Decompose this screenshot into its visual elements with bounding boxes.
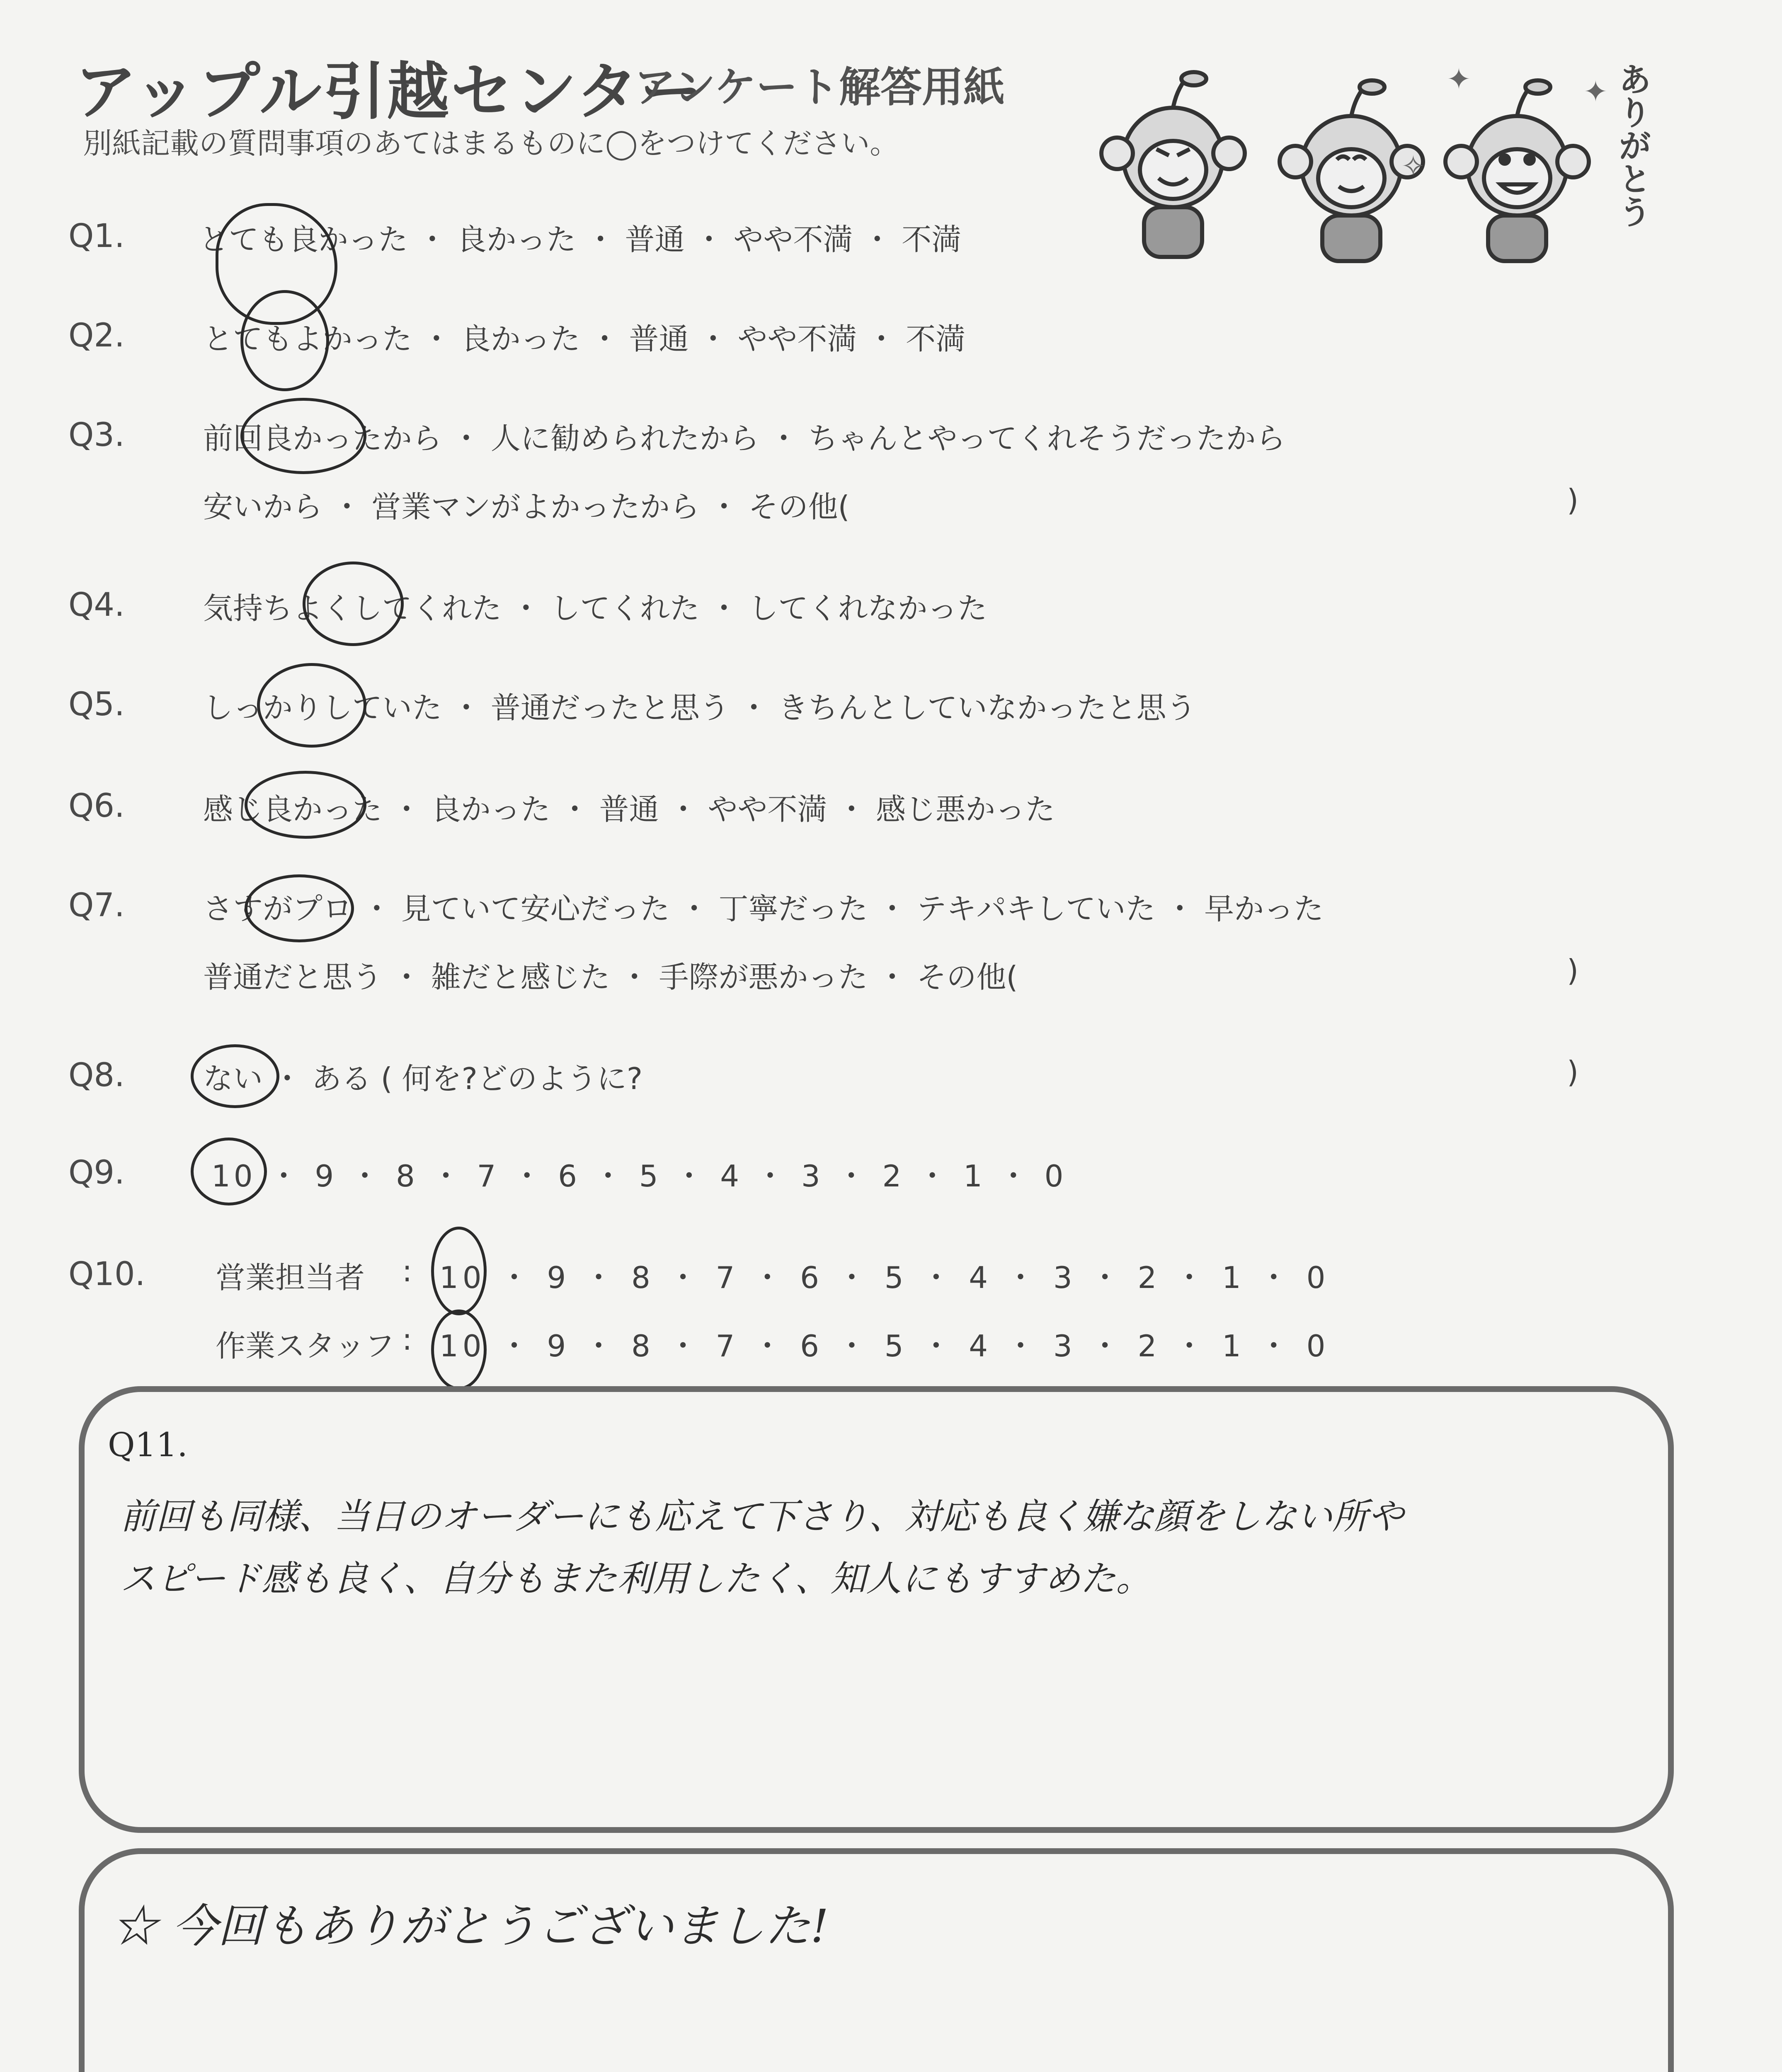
q3-options-line2: 安いから ・ 営業マンがよかったから ・ その他( [203,489,850,524]
q3-label: Q3. [68,416,125,454]
q6-selection-mark [245,771,366,839]
q2-selection-mark [240,290,329,391]
q10-sales-scale: 10 ・ 9 ・ 8 ・ 7 ・ 6 ・ 5 ・ 4 ・ 3 ・ 2 ・ 1 ・ 0 [439,1260,1330,1295]
q11-comment-box [79,1386,1674,1833]
q8-options: ない ・ ある ( 何を?どのように? [203,1061,643,1096]
q9-scale: 10 ・ 9 ・ 8 ・ 7 ・ 6 ・ 5 ・ 4 ・ 3 ・ 2 ・ 1 ・ 0 [211,1159,1067,1193]
q7-selection-mark [245,874,354,942]
mascot-illustration [1078,50,1629,265]
q2-label: Q2. [68,317,125,354]
instructions: 別紙記載の質問事項のあてはまるものに◯をつけてください。 [83,126,899,160]
q8-close: ) [1567,1055,1579,1089]
q10-staff-scale: 10 ・ 9 ・ 8 ・ 7 ・ 6 ・ 5 ・ 4 ・ 3 ・ 2 ・ 1 ・ 0 [439,1329,1330,1363]
q7-options-line2: 普通だと思う ・ 雑だと感じた ・ 手際が悪かった ・ その他( [203,960,1018,995]
q10-staff-selection-mark [431,1310,487,1390]
message-box [79,1848,1674,2072]
q1-label: Q1. [68,218,125,255]
q9-selection-mark [191,1138,267,1205]
q11-comment-line2: スピード感も良く、自分もまた利用したく、知人にもすすめた。 [120,1558,1152,1600]
monkey-left-icon [1101,72,1245,257]
q2-options: とてもよかった ・ 良かった ・ 普通 ・ やや不満 ・ 不満 [203,322,966,356]
q8-selection-mark [191,1044,279,1108]
q11-comment-line1: 前回も同様、当日のオーダーにも応えて下さり、対応も良く嫌な顔をしない所や [120,1496,1404,1537]
q6-options: 感じ良かった ・ 良かった ・ 普通 ・ やや不満 ・ 感じ悪かった [203,792,1055,827]
q10-staff-label: 作業スタッフ [216,1329,395,1363]
sparkle-icon: ✦ [1447,62,1471,96]
message-text: ☆ 今回もありがとうございました! [112,1900,829,1953]
q5-options: しっかりしていた ・ 普通だったと思う ・ きちんとしていなかったと思う [203,690,1196,725]
q3-other-close: ) [1567,483,1579,518]
q10-label: Q10. [68,1256,145,1293]
q4-options: 気持ちよくしてくれた ・ してくれた ・ してくれなかった [203,591,987,626]
q7-label: Q7. [68,887,125,924]
monkey-right-icon [1445,80,1589,261]
q1-options: とても良かった ・ 良かった ・ 普通 ・ やや不満 ・ 不満 [199,222,962,257]
q10-staff-colon: : [402,1322,412,1357]
q3-selection-mark [240,398,366,474]
q11-label: Q11. [108,1426,188,1464]
q4-selection-mark [303,562,404,646]
q10-sales-label: 営業担当者 [216,1260,365,1295]
sparkle-icon: ✦ [1583,75,1608,109]
q6-label: Q6. [68,787,125,825]
q10-sales-colon: : [402,1254,412,1288]
q8-label: Q8. [68,1057,125,1094]
q7-other-close: ) [1567,953,1579,988]
q10-sales-selection-mark [431,1227,487,1315]
q5-label: Q5. [68,686,125,723]
sparkle-icon: ✧ [1401,149,1426,183]
q9-label: Q9. [68,1154,125,1191]
q5-selection-mark [257,663,366,748]
mascot-text: ありがとう [1613,62,1651,228]
q4-label: Q4. [68,586,125,624]
q7-options-line1: さすがプロ ・ 見ていて安心だった ・ 丁寧だった ・ テキパキしていた ・ 早かった [203,891,1324,926]
q3-options-line1: 前回良かったから ・ 人に勧められたから ・ ちゃんとやってくれそうだったから [203,421,1286,456]
sheet-subtitle: アンケート解答用紙 [634,63,1005,111]
brand-title: アップル引越センター [75,56,704,128]
